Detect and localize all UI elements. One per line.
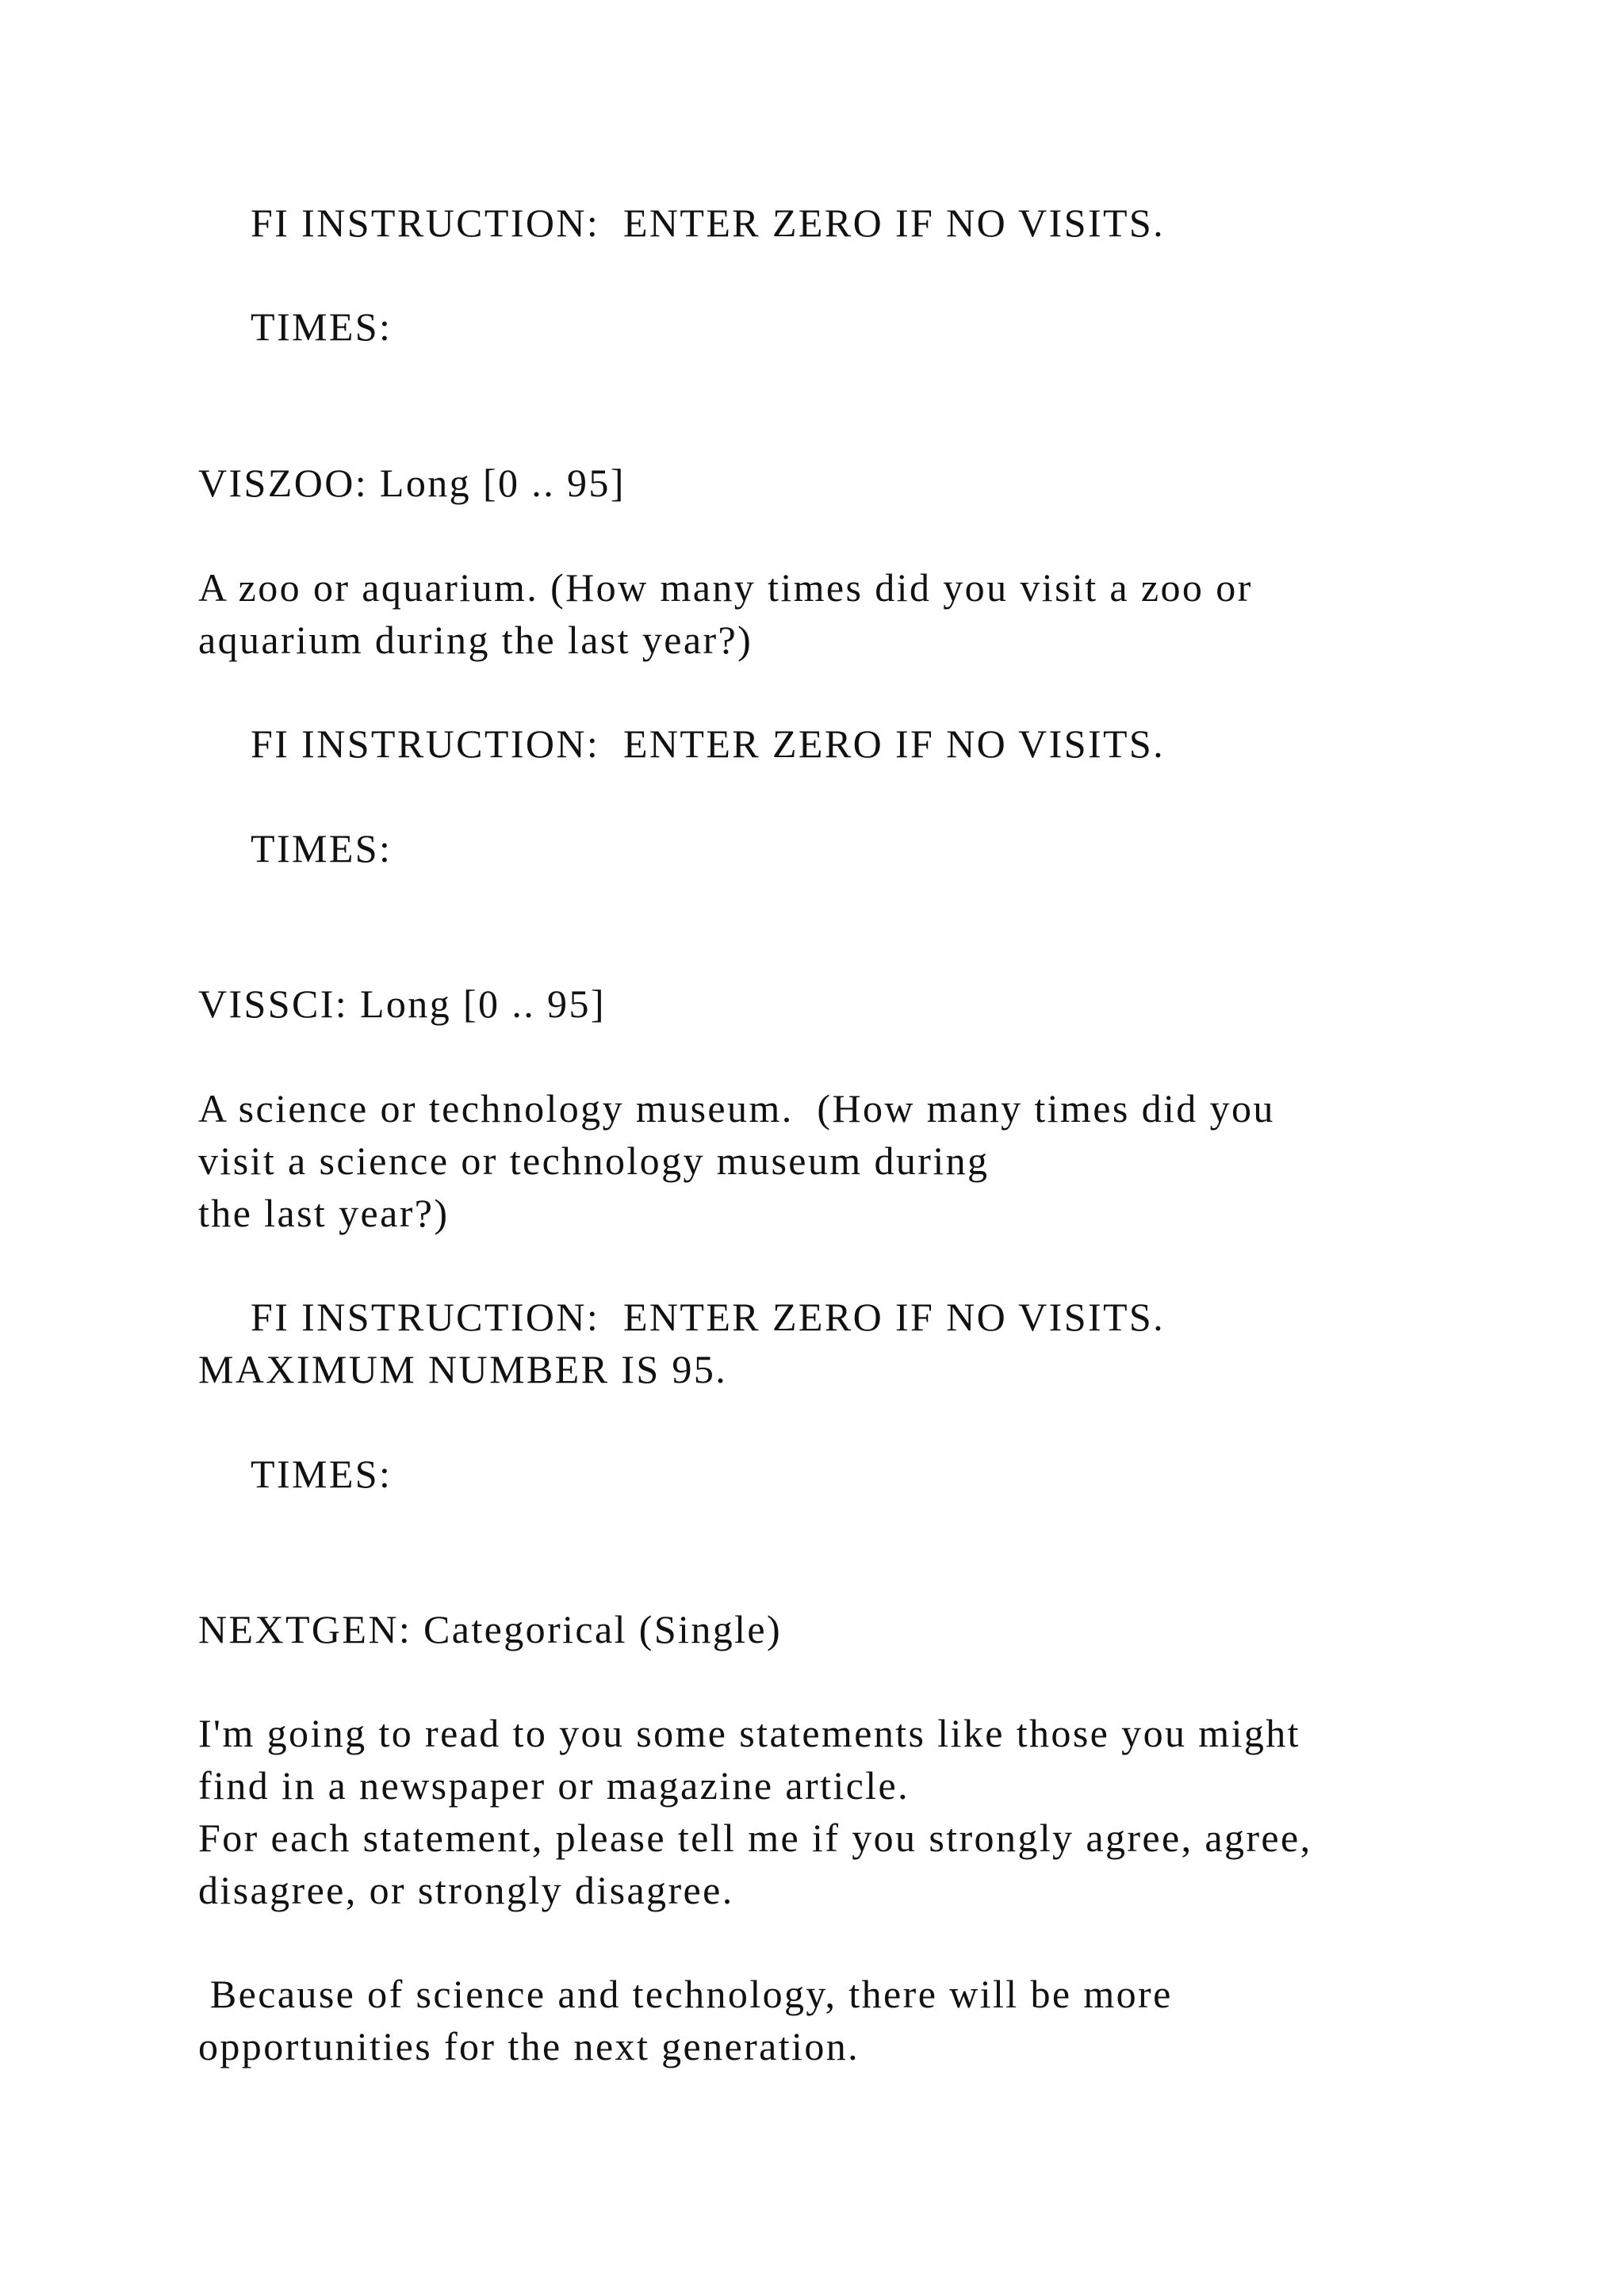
viszoo-times-label: TIMES: — [251, 826, 393, 871]
viszoo-fi-instruction: FI INSTRUCTION: ENTER ZERO IF NO VISITS. — [251, 721, 1166, 766]
nextgen-intro-line: find in a newspaper or magazine article. — [198, 1763, 910, 1808]
nextgen-intro-line: For each statement, please tell me if you strongly agree, agree, — [198, 1816, 1312, 1860]
fi-instruction-text: FI INSTRUCTION: ENTER ZERO IF NO VISITS. — [251, 201, 1166, 245]
viszoo-question-line: A zoo or aquarium. (How many times did you visit a zoo or — [198, 565, 1253, 610]
vissci-question-line: the last year?) — [198, 1191, 450, 1235]
nextgen-header: NEXTGEN: Categorical (Single) — [198, 1607, 783, 1651]
nextgen-statement-line: opportunities for the next generation. — [198, 2024, 860, 2068]
vissci-header: VISSCI: Long [0 .. 95] — [198, 982, 606, 1026]
viszoo-header: VISZOO: Long [0 .. 95] — [198, 461, 626, 505]
vissci-question-line: visit a science or technology museum during — [198, 1138, 990, 1183]
times-label: TIMES: — [251, 304, 393, 349]
vissci-fi-instruction-cont: MAXIMUM NUMBER IS 95. — [198, 1347, 728, 1391]
nextgen-intro-line: disagree, or strongly disagree. — [198, 1868, 734, 1912]
viszoo-question-line: aquarium during the last year?) — [198, 618, 753, 662]
vissci-fi-instruction: FI INSTRUCTION: ENTER ZERO IF NO VISITS. — [251, 1295, 1166, 1339]
nextgen-intro-line: I'm going to read to you some statements like those you might — [198, 1711, 1300, 1755]
vissci-question-line: A science or technology museum. (How many times did you — [198, 1086, 1275, 1131]
nextgen-statement-line: Because of science and technology, there will be more — [198, 1972, 1173, 2016]
vissci-times-label: TIMES: — [251, 1452, 393, 1496]
